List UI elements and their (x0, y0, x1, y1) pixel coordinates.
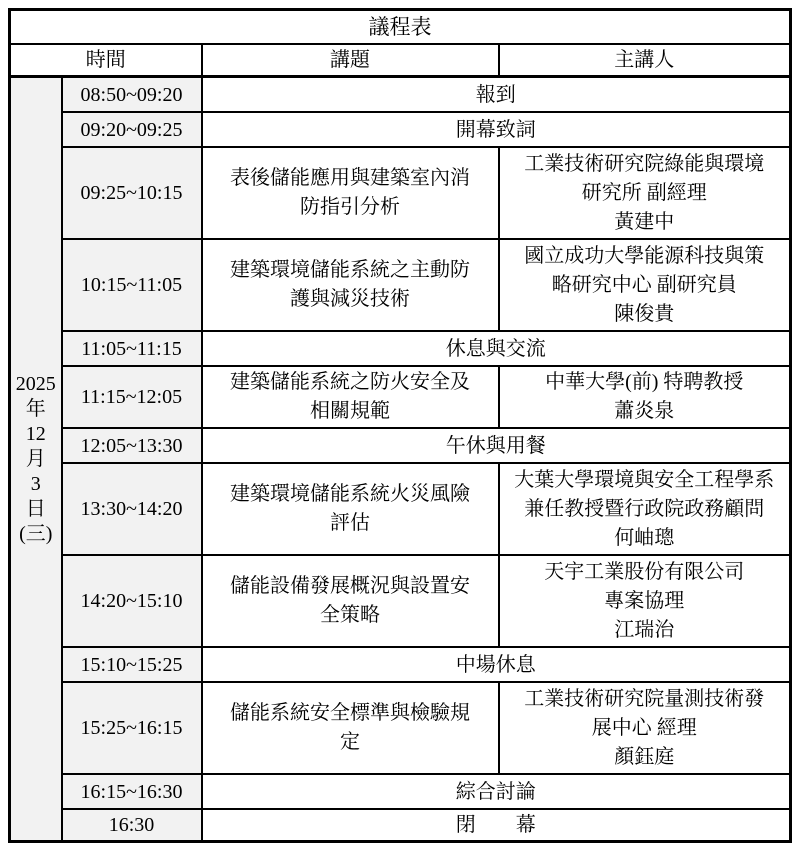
speaker-cell: 工業技術研究院綠能與環境 研究所 副經理 黃建中 (499, 147, 791, 239)
session-cell: 中場休息 (202, 647, 791, 682)
column-header-speaker: 主講人 (499, 44, 791, 77)
time-cell: 11:05~11:15 (62, 331, 202, 366)
time-cell: 13:30~14:20 (62, 463, 202, 555)
topic-cell: 建築環境儲能系統之主動防 護與減災技術 (202, 239, 499, 331)
time-cell: 11:15~12:05 (62, 366, 202, 428)
time-cell: 14:20~15:10 (62, 555, 202, 647)
session-cell: 休息與交流 (202, 331, 791, 366)
date-cell: 2025 年 12 月 3 日 (三) (10, 77, 62, 842)
time-cell: 12:05~13:30 (62, 428, 202, 463)
session-cell: 閉 幕 (202, 809, 791, 842)
time-cell: 09:25~10:15 (62, 147, 202, 239)
table-header-row (10, 44, 791, 77)
speaker-cell: 大葉大學環境與安全工程學系 兼任教授暨行政院政務顧問 何岫璁 (499, 463, 791, 555)
topic-cell: 儲能系統安全標準與檢驗規 定 (202, 682, 499, 774)
agenda-row (10, 331, 791, 366)
agenda-row (10, 647, 791, 682)
topic-cell: 建築環境儲能系統火災風險 評估 (202, 463, 499, 555)
agenda-row (10, 809, 791, 842)
time-cell: 08:50~09:20 (62, 77, 202, 113)
time-cell: 15:10~15:25 (62, 647, 202, 682)
time-cell: 16:30 (62, 809, 202, 842)
agenda-row (10, 463, 791, 555)
agenda-row (10, 555, 791, 647)
session-cell: 綜合討論 (202, 774, 791, 809)
agenda-table (8, 8, 792, 843)
speaker-cell: 國立成功大學能源科技與策 略研究中心 副研究員 陳俊貴 (499, 239, 791, 331)
speaker-cell: 中華大學(前) 特聘教授 蕭炎泉 (499, 366, 791, 428)
column-header-topic: 講題 (202, 44, 499, 77)
speaker-cell: 工業技術研究院量測技術發 展中心 經理 顏鈺庭 (499, 682, 791, 774)
table-title-row (10, 10, 791, 45)
column-header-time: 時間 (10, 44, 202, 77)
time-cell: 10:15~11:05 (62, 239, 202, 331)
agenda-row (10, 428, 791, 463)
agenda-row (10, 112, 791, 147)
agenda-row (10, 239, 791, 331)
topic-cell: 儲能設備發展概況與設置安 全策略 (202, 555, 499, 647)
agenda-row (10, 77, 791, 113)
session-cell: 開幕致詞 (202, 112, 791, 147)
agenda-row (10, 147, 791, 239)
time-cell: 09:20~09:25 (62, 112, 202, 147)
session-cell: 報到 (202, 77, 791, 113)
speaker-cell: 天宇工業股份有限公司 專案協理 江瑞治 (499, 555, 791, 647)
page-title: 議程表 (10, 10, 791, 45)
topic-cell: 建築儲能系統之防火安全及 相關規範 (202, 366, 499, 428)
agenda-row (10, 774, 791, 809)
topic-cell: 表後儲能應用與建築室內消 防指引分析 (202, 147, 499, 239)
time-cell: 16:15~16:30 (62, 774, 202, 809)
agenda-row (10, 366, 791, 428)
agenda-row (10, 682, 791, 774)
time-cell: 15:25~16:15 (62, 682, 202, 774)
session-cell: 午休與用餐 (202, 428, 791, 463)
